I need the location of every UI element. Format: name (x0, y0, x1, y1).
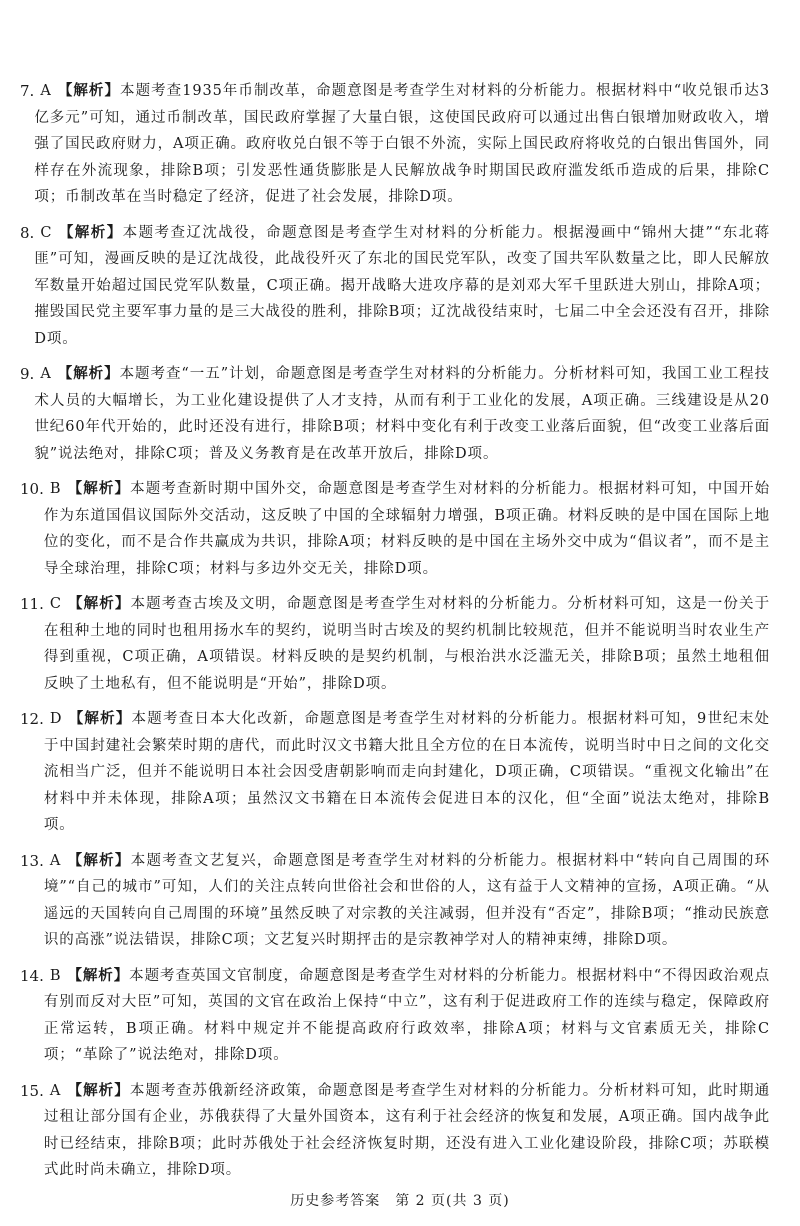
answer-item (20, 220, 770, 353)
answer-item (20, 591, 770, 697)
answer-choice: B (49, 967, 62, 984)
answer-item (20, 963, 770, 1069)
analysis-text: 本题考查1935年币制改革，命题意图是考查学生对材料的分析能力。根据材料中“收兑银币达3亿多元”可知，通过币制改革，国民政府掌握了大量白银，这使国民政府可以通过出售白银增加财政收入，增强了国民政府财力，A项正确。政府收兑白银不等于白银不外流，实际上国民政府将收兑的白银出售国外，同样存在外流现象，排除B项；引发恶性通货膨胀是人民解放战争时期国民政府滥发纸币造成的后果，排除C项；币制改革在当时稳定了经济，促进了社会发展，排除D项。 (34, 83, 771, 205)
question-number: 14. (20, 966, 44, 985)
question-number: 9. (20, 365, 35, 383)
answer-body (44, 848, 770, 954)
answer-body (44, 476, 770, 582)
analysis-tag: 【解析】 (67, 1081, 130, 1099)
analysis-tag: 【解析】 (68, 710, 132, 727)
analysis-tag: 【解析】 (58, 223, 123, 241)
answer-choice: A (49, 1082, 62, 1099)
analysis-text: 本题考查新时期中国外交，命题意图是考查学生对材料的分析能力。根据材料可知，中国开始作为东道国倡议国际外交活动，这反映了中国的全球辐射力增强，B项正确。材料反映的是中国在国际上地位的变化，而不是合作共赢成为共识，排除A项；材料反映的是中国在主场外交中成为“倡议者”，而不是主导全球治理，排除C项；材料与多边外交无关，排除D项。 (43, 481, 770, 577)
answer-choice: B (49, 481, 62, 497)
analysis-tag: 【解析】 (57, 365, 120, 382)
answer-body (34, 220, 770, 353)
page-footer: 历史参考答案 第 2 页(共 3 页) (290, 1193, 510, 1209)
answer-choice: C (49, 596, 62, 612)
answer-body (44, 1078, 770, 1184)
analysis-tag: 【解析】 (67, 595, 131, 612)
answer-item (20, 706, 770, 839)
answer-body (34, 78, 770, 211)
answer-choice: A (40, 83, 52, 99)
question-number: 13. (20, 851, 44, 870)
analysis-text: 本题考查苏俄新经济政策，命题意图是考查学生对材料的分析能力。分析材料可知，此时期通过租让部分国有企业，苏俄获得了大量外国资本，这有利于社会经济的恢复和发展，A项正确。国内战争此时已经结束，排除B项；此时苏俄处于社会经济恢复时期，还没有进入工业化建设阶段，排除C项；苏联模式此时尚未确立，排除D项。 (43, 1082, 770, 1178)
answer-body (44, 706, 770, 839)
question-number: 12. (20, 710, 44, 728)
analysis-text: 本题考查日本大化改新，命题意图是考查学生对材料的分析能力。根据材料可知，9世纪末处于中国封建社会繁荣时期的唐代，而此时汉文书籍大批且全方位的在日本流传，说明当时中日之间的文化交流相当广泛，但并不能说明日本社会因受唐朝影响而走向封建化，D项正确，C项错误。“重视文化输出”在材料中并未体现，排除A项；虽然汉文书籍在日本流传会促进日本的汉化，但“全面”说法太绝对，排除B项。 (43, 711, 771, 833)
question-number: 7. (20, 82, 35, 100)
analysis-text: 本题考查文艺复兴，命题意图是考查学生对材料的分析能力。根据材料中“转向自己周围的环境”“自己的城市”可知，人们的关注点转向世俗社会和世俗的人，这有益于人文精神的宣扬，A项正确。“从遥远的天国转向自己周围的环境”虽然反映了对宗教的关注减弱，但并没有“否定”，排除B项；“推动民族意识的高涨”说法错误，排除C项；文艺复兴时期抨击的是宗教神学对人的精神束缚，排除D项。 (43, 852, 770, 948)
analysis-tag: 【解析】 (57, 82, 121, 99)
analysis-tag: 【解析】 (67, 966, 130, 984)
answer-choice: A (40, 366, 52, 382)
answer-choice: A (49, 852, 62, 869)
answer-choice: D (49, 711, 63, 727)
answer-item (20, 1078, 770, 1184)
question-number: 15. (20, 1081, 44, 1100)
question-number: 10. (20, 480, 44, 498)
answer-choice: C (40, 224, 53, 241)
analysis-text: 本题考查“一五”计划，命题意图是考查学生对材料的分析能力。分析材料可知，我国工业工程技术人员的大幅增长，为工业化建设提供了人才支持，从而有利于工业化的发展，A项正确。三线建设是从20世纪60年代开始的，此时还没有进行，排除B项；材料中变化有利于改变工业落后面貌，但“改变工业落后面貌”说法绝对，排除C项；普及义务教育是在改革开放后，排除D项。 (34, 366, 770, 462)
answer-item (20, 361, 770, 467)
question-number: 11. (20, 595, 44, 613)
answer-body (34, 361, 770, 467)
answer-body (44, 963, 770, 1069)
answer-body (44, 591, 770, 697)
question-number: 8. (20, 223, 35, 242)
answer-item (20, 848, 770, 954)
answer-list (20, 78, 770, 1184)
analysis-text: 本题考查英国文官制度，命题意图是考查学生对材料的分析能力。根据材料中“不得因政治观点有别而反对大臣”可知，英国的文官在政治上保持“中立”，这有利于促进政府工作的连续与稳定，保障政府正常运转，B项正确。材料中规定并不能提高政府行政效率，排除A项；材料与文官素质无关，排除C项；“革除了”说法绝对，排除D项。 (43, 967, 770, 1063)
answer-item (20, 476, 770, 582)
analysis-text: 本题考查辽沈战役，命题意图是考查学生对材料的分析能力。根据漫画中“锦州大捷”“东北蒋匪”可知，漫画反映的是辽沈战役，此战役歼灭了东北的国民党军队，改变了国共军队数量之比，即人民解放军数量开始超过国民党军队数量，C项正确。揭开战略大进攻序幕的是刘邓大军千里跃进大别山，排除A项；摧毁国民党主要军事力量的是三大战役的胜利，排除B项；辽沈战役结束时，七届二中全会还没有召开，排除D项。 (34, 224, 770, 347)
analysis-text: 本题考查古埃及文明，命题意图是考查学生对材料的分析能力。分析材料可知，这是一份关于在租种土地的同时也租用扬水车的契约，说明当时古埃及的契约机制比较规范，但并不能说明当时农业生产得到重视，C项正确，A项错误。材料反映的是契约机制，与根治洪水泛滥无关，排除B项；虽然土地租佃反映了土地私有，但不能说明是“开始”，排除D项。 (43, 596, 770, 692)
answer-item (20, 78, 770, 211)
analysis-tag: 【解析】 (67, 851, 131, 869)
analysis-tag: 【解析】 (67, 480, 131, 497)
